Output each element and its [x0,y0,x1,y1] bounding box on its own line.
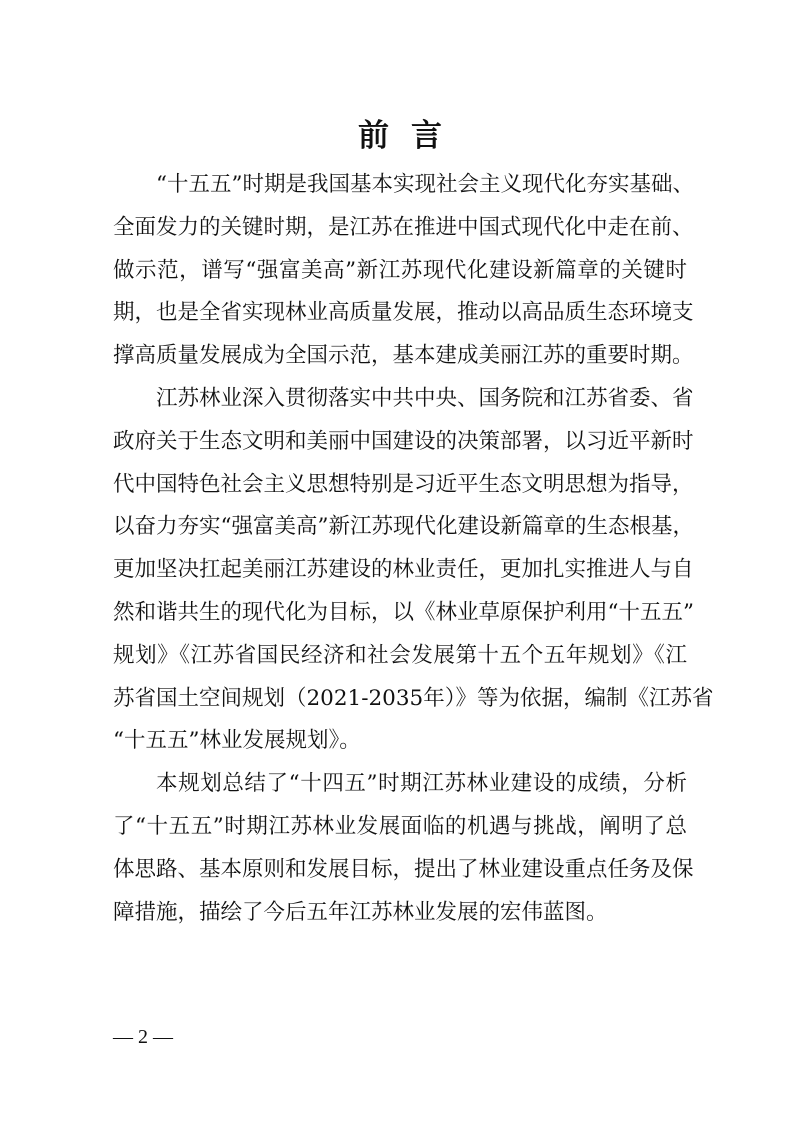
text-line: 本规划总结了“十四五”时期江苏林业建设的成绩，分析 [156,771,687,797]
text-line: 了“十五五”时期江苏林业发展面临的机遇与挑战，阐明了总 [113,813,687,839]
body-text [113,164,714,934]
text-line: 江苏林业深入贯彻落实中共中央、国务院和江苏省委、省 [156,385,694,411]
text-line: 更加坚决扛起美丽江苏建设的林业责任，更加扎实推进人与自 [113,557,694,583]
page-number: — 2 — [113,1026,173,1048]
text-line: 政府关于生态文明和美丽中国建设的决策部署，以习近平新时 [113,428,694,454]
paragraph [113,763,694,934]
text-line: 然和谐共生的现代化为目标，以《林业草原保护利用“十五五” [113,599,694,625]
text-line: 全面发力的关键时期，是江苏在推进中国式现代化中走在前、 [113,214,694,240]
text-line: 以奋力夯实“强富美高”新江苏现代化建设新篇章的生态根基， [113,514,694,540]
text-line: 期，也是全省实现林业高质量发展，推动以高品质生态环境支 [113,300,694,326]
text-line: “十五五”时期是我国基本实现社会主义现代化夯实基础、 [156,172,694,197]
text-line: 障措施，描绘了今后五年江苏林业发展的宏伟蓝图。 [113,899,608,925]
text-line: 规划》《江苏省国民经济和社会发展第十五个五年规划》《江 [113,642,687,668]
text-line: “十五五”林业发展规划》。 [113,728,361,754]
page-title: 前言 [358,118,464,154]
text-line: 苏省国土空间规划（2021-2035年）》等为依据，编制《江苏省 [113,685,714,711]
text-line: 代中国特色社会主义思想特别是习近平生态文明思想为指导， [113,471,694,497]
text-line: 体思路、基本原则和发展目标，提出了林业建设重点任务及保 [113,856,694,882]
text-line: 撑高质量发展成为全国示范，基本建成美丽江苏的重要时期。 [113,343,694,369]
text-line: 做示范，谱写“强富美高”新江苏现代化建设新篇章的关键时 [113,257,687,283]
paragraph [113,164,694,378]
paragraph [113,378,714,763]
